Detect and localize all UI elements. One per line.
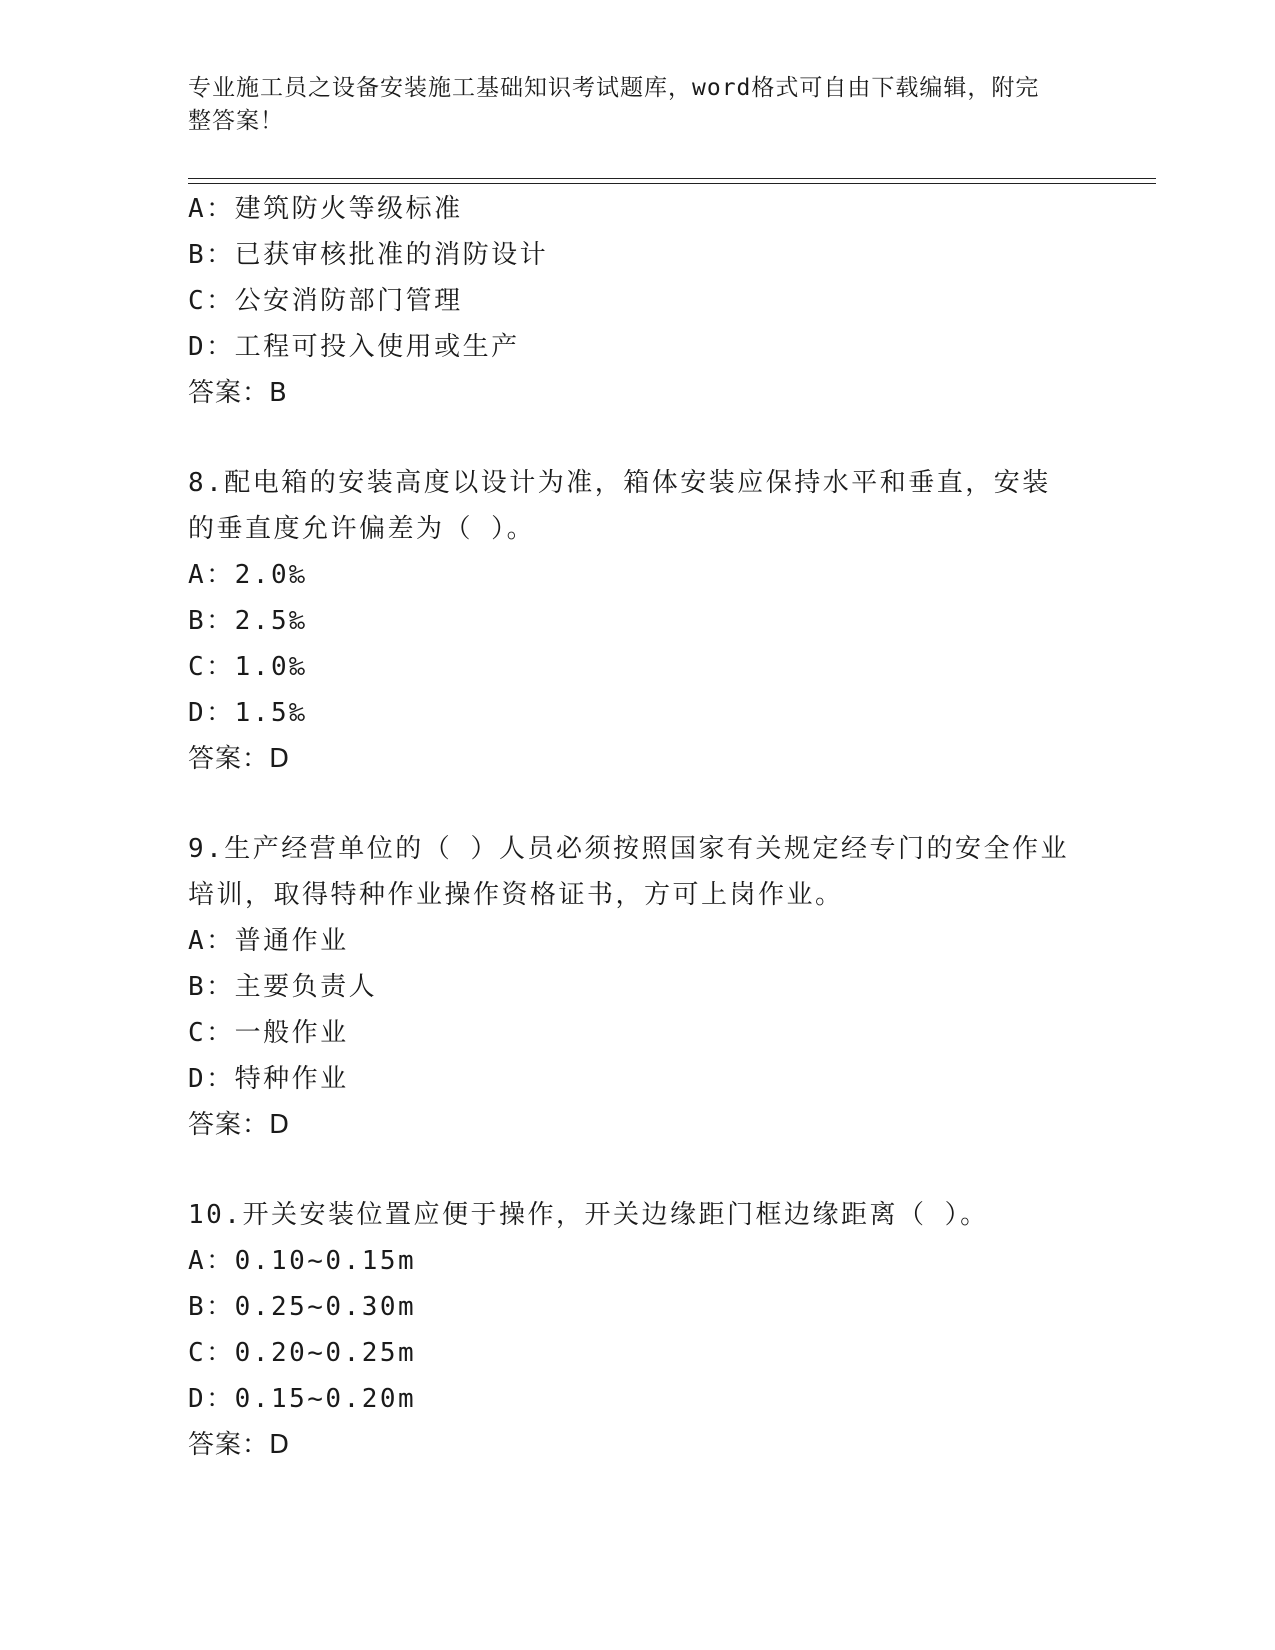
question-stem-line-2: 的垂直度允许偏差为（ ）。 [188, 514, 536, 544]
document-header [188, 72, 1068, 138]
option-d: D：工程可投入使用或生产 [188, 332, 520, 362]
spacer [188, 1148, 1088, 1192]
question-list [188, 186, 1088, 1468]
option-a: A：建筑防火等级标准 [188, 194, 463, 224]
header-line-2: 整答案！ [188, 108, 284, 134]
option-c: C：公安消防部门管理 [188, 286, 463, 316]
answer-label: 答案：D [188, 1430, 291, 1460]
question-stem-line-1: 10.开关安装位置应便于操作，开关边缘距门框边缘距离（ ）。 [188, 1200, 989, 1230]
spacer [188, 782, 1088, 826]
option-a: A：普通作业 [188, 926, 349, 956]
answer-label: 答案：D [188, 1110, 291, 1140]
option-c: C：1.0‰ [188, 652, 308, 682]
option-b: B：2.5‰ [188, 606, 308, 636]
option-c: C：0.20~0.25m [188, 1338, 417, 1368]
option-a: A：2.0‰ [188, 560, 308, 590]
option-b: B：主要负责人 [188, 972, 378, 1002]
option-d: D：1.5‰ [188, 698, 308, 728]
option-d: D：特种作业 [188, 1064, 349, 1094]
question-7 [188, 186, 1088, 416]
answer-label: 答案：B [188, 378, 288, 408]
question-stem-line-1: 9.生产经营单位的（ ）人员必须按照国家有关规定经专门的安全作业 [188, 834, 1069, 864]
option-b: B：已获审核批准的消防设计 [188, 240, 549, 270]
answer-label: 答案：D [188, 744, 291, 774]
option-c: C：一般作业 [188, 1018, 349, 1048]
option-d: D：0.15~0.20m [188, 1384, 417, 1414]
question-stem-line-1: 8.配电箱的安装高度以设计为准，箱体安装应保持水平和垂直，安装 [188, 468, 1051, 498]
header-divider-top [188, 178, 1156, 179]
question-stem-line-2: 培训，取得特种作业操作资格证书，方可上岗作业。 [188, 880, 844, 910]
question-8 [188, 460, 1088, 782]
option-a: A：0.10~0.15m [188, 1246, 417, 1276]
question-9 [188, 826, 1088, 1148]
question-10 [188, 1192, 1088, 1468]
spacer [188, 416, 1088, 460]
header-divider-bottom [188, 183, 1156, 184]
header-line-1: 专业施工员之设备安装施工基础知识考试题库，word格式可自由下载编辑，附完 [188, 75, 1040, 101]
option-b: B：0.25~0.30m [188, 1292, 417, 1322]
